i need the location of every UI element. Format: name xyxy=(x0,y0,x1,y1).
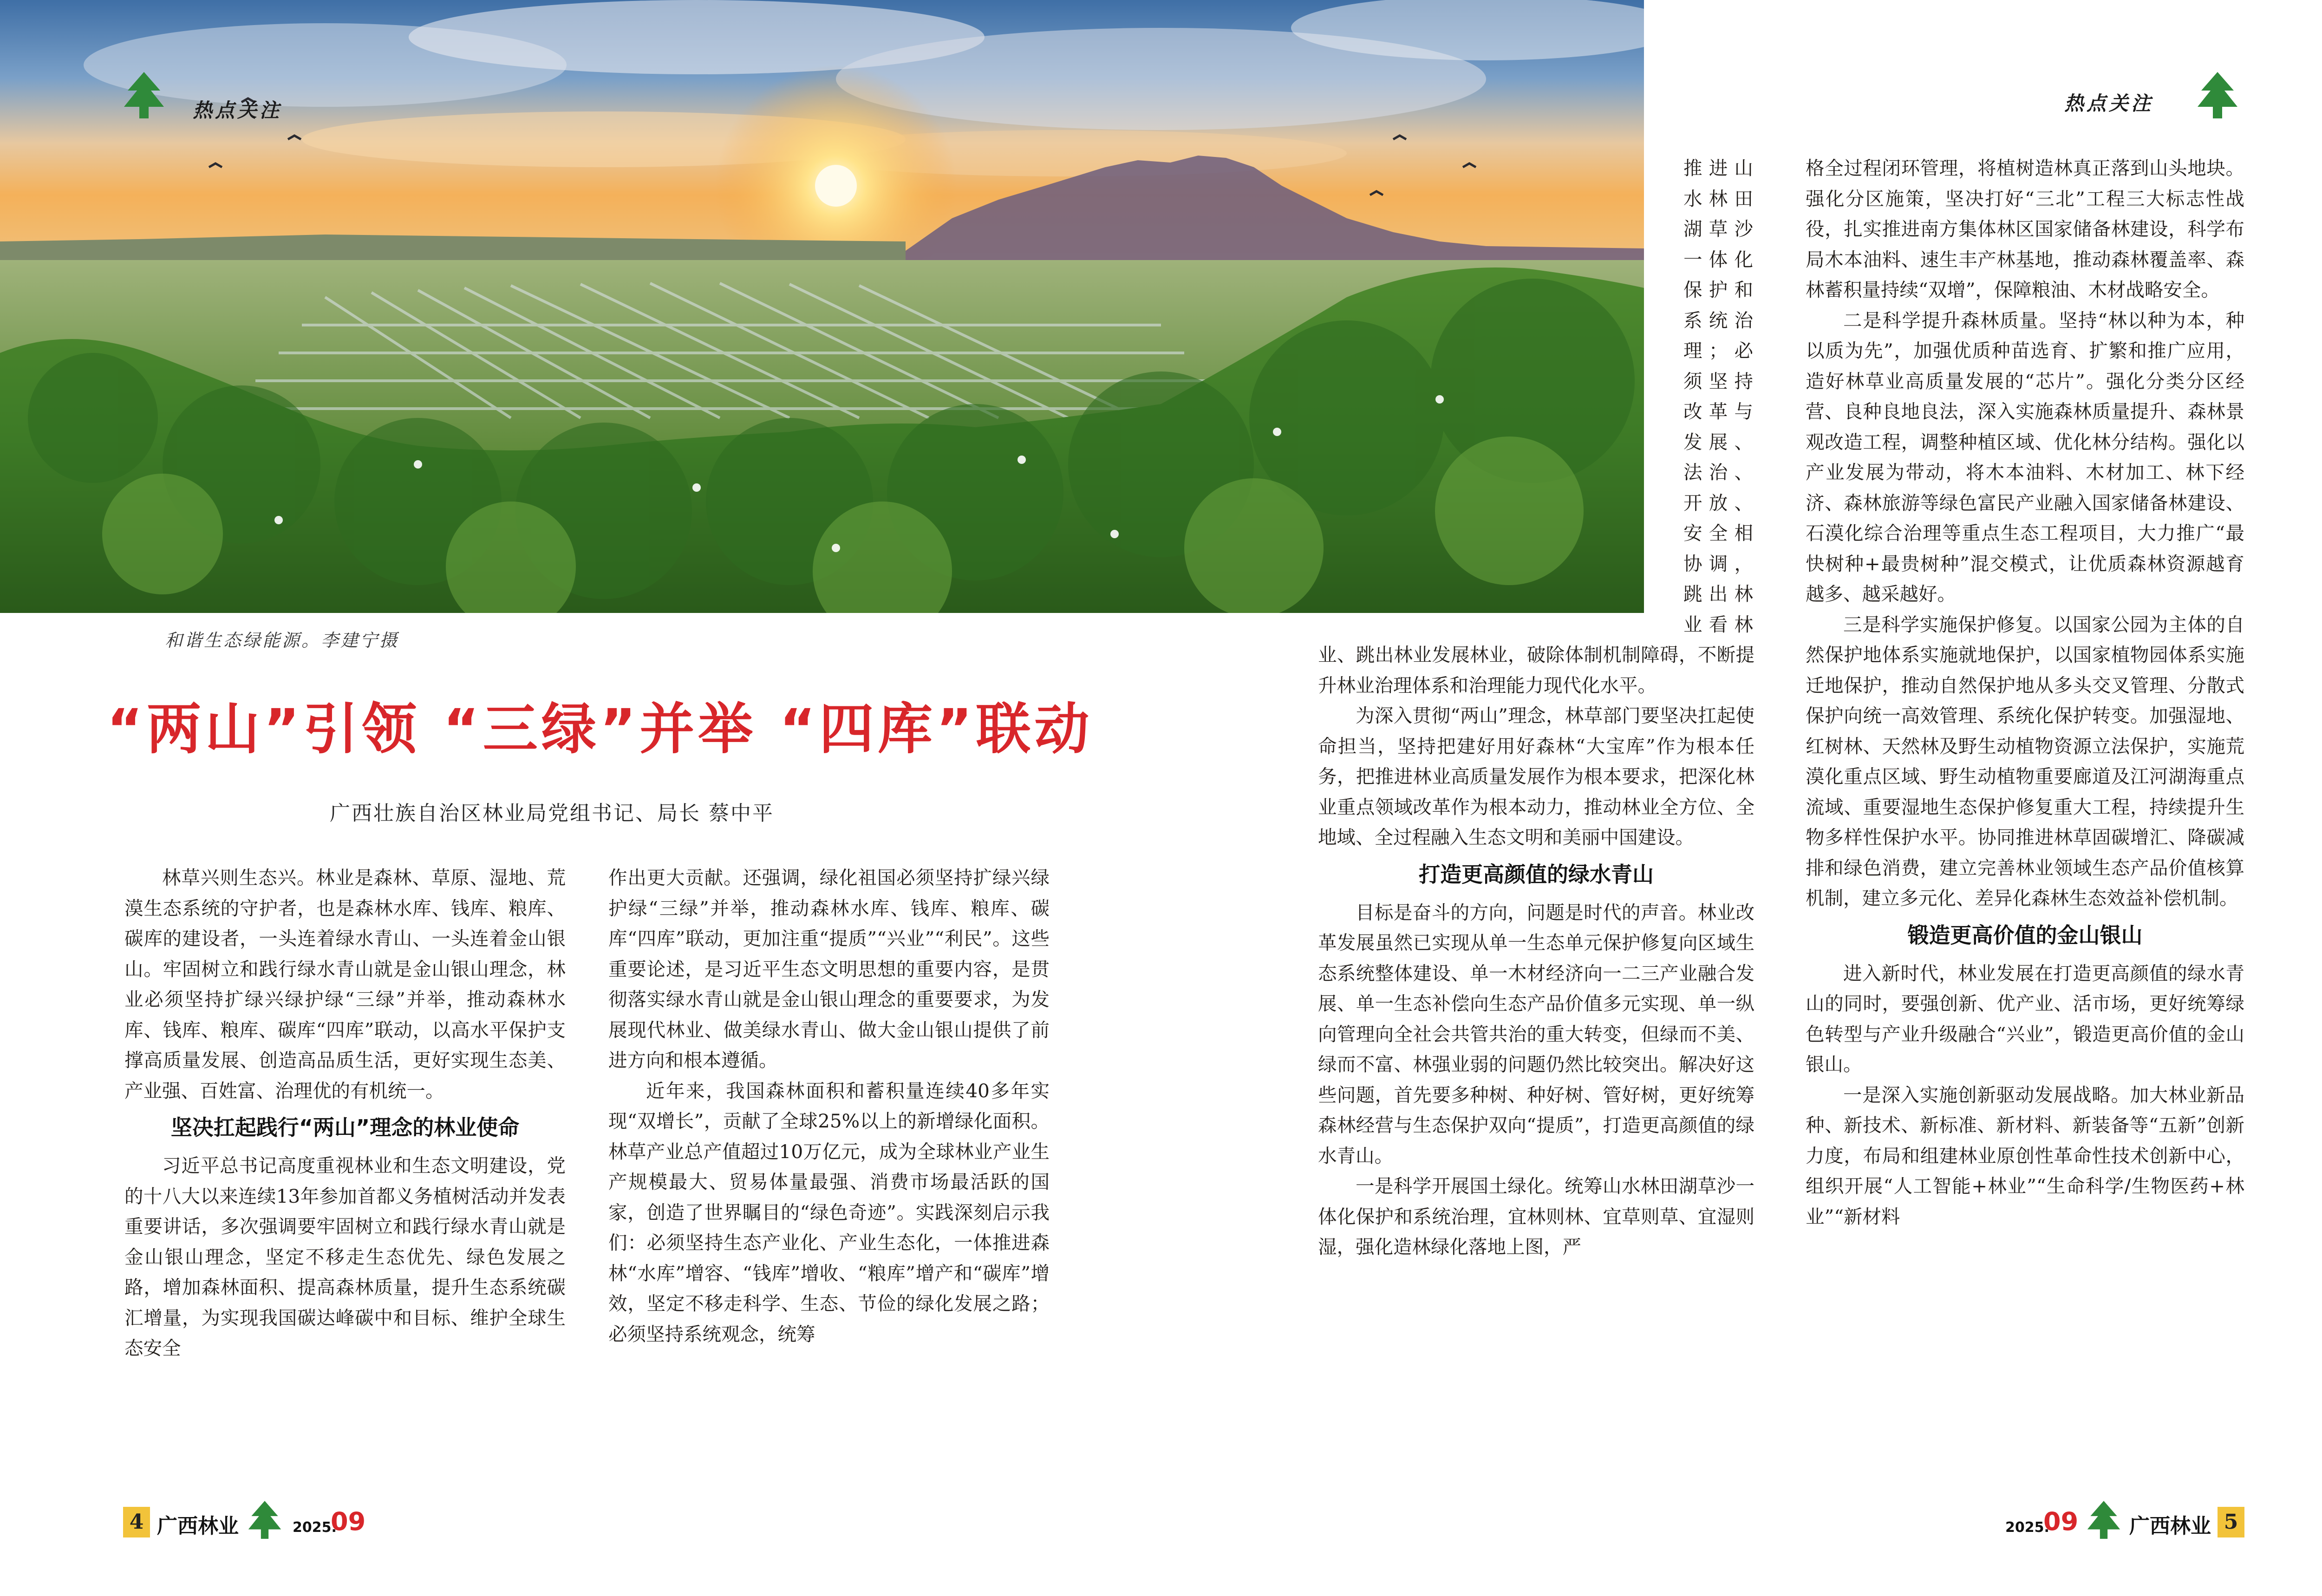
issue-number-right: 09 xyxy=(2043,1507,2079,1536)
column-2 xyxy=(608,863,1050,1349)
paragraph: 三是科学实施保护修复。以国家公园为主体的自然保护地体系实施就地保护，以国家植物园体系实施迁地保护，推动自然保护地从多头交叉管理、分散式保护向统一高效管理、系统化保护转变。加强湿地、红树林、天然林及野生动植物资源立法保护，实施荒漠化重点区域、野生动植物重要廊道及江河湖海重点流域、重要湿地生态保护修复重大工程，持续提升生物多样性保护水平。协同推进林草固碳增汇、降碳减排和绿色消费，建立完善林业领域生态产品价值核算机制，建立多元化、差异化森林生态效益补偿机制。 xyxy=(1806,613,2244,909)
line: 推进山 xyxy=(1683,157,1753,179)
article-author: 广西壮族自治区林业局党组书记、局长 蔡中平 xyxy=(330,801,774,825)
landscape-photo xyxy=(0,0,1644,613)
page-number-left: 4 xyxy=(123,1507,150,1537)
line: 保护和 xyxy=(1683,279,1753,301)
line: 业看林 xyxy=(1683,613,1753,636)
line: 协调， xyxy=(1683,552,1753,575)
paragraph: 二是科学提升森林质量。坚持“林以种为本，种以质为先”，加强优质种苗选育、扩繁和推广应用，造好林草业高质量发展的“芯片”。强化分类分区经营、良种良地良法，深入实施森林质量提升、森林景观改造工程，调整种植区域、优化林分结构。强化以产业发展为带动，将木本油料、木材加工、林下经济、森林旅游等绿色富民产业融入国家储备林建设、石漠化综合治理等重点生态工程项目，大力推广“最快树种+最贵树种”混交模式，让优质森林资源越育越多、越采越好。 xyxy=(1806,309,2244,605)
line: 水林田 xyxy=(1683,187,1753,210)
paragraph: 进入新时代，林业发展在打造更高颜值的绿水青山的同时，要强创新、优产业、活市场，更好统筹绿色转型与产业升级融合“兴业”，锻造更高价值的金山银山。 xyxy=(1806,962,2244,1075)
paragraph: 目标是奋斗的方向，问题是时代的声音。林业改革发展虽然已实现从单一生态单元保护修复向区域生态系统整体建设、单一木材经济向一二三产业融合发展、单一生态补偿向生态产品价值多元实现、单一纵向管理向全社会共管共治的重大转变，但绿而不美、绿而不富、林强业弱的问题仍然比较突出。解决好这些问题，首先要多种树、种好树、管好树，更好统筹森林经营与生态保护双向“提质”，打造更高颜值的绿水青山。 xyxy=(1318,901,1755,1167)
line: 跳出林 xyxy=(1683,583,1753,605)
section-tag-right: 热点关注 xyxy=(2064,92,2154,115)
line: 法治、 xyxy=(1683,461,1753,483)
tree-icon xyxy=(118,70,170,121)
magazine-name-right: 广西林业 xyxy=(2129,1514,2211,1538)
paragraph: 习近平总书记高度重视林业和生态文明建设，党的十八大以来连续13年参加首都义务植树活动并发表重要讲话，多次强调要牢固树立和践行绿水青山就是金山银山理念，坚定不移走生态优先、绿色发展之路，增加森林面积、提高森林质量，提升生态系统碳汇增量，为实现我国碳达峰碳中和目标、维护全球生态安全 xyxy=(124,1154,566,1359)
line: 系统治 xyxy=(1683,309,1753,332)
section-heading: 坚决扛起践行“两山”理念的林业使命 xyxy=(170,1115,520,1140)
paragraph: 一是科学开展国土绿化。统筹山水林田湖草沙一体化保护和系统治理，宜林则林、宜草则草、宜湿则湿，强化造林绿化落地上图，严 xyxy=(1318,1175,1755,1258)
line: 改革与 xyxy=(1683,400,1753,423)
magazine-name-left: 广西林业 xyxy=(157,1514,239,1538)
line: 发展、 xyxy=(1683,430,1753,453)
line: 理；必 xyxy=(1683,339,1753,362)
paragraph: 近年来，我国森林面积和蓄积量连续40多年实现“双增长”，贡献了全球25%以上的新增绿化面积。林草产业总产值超过10万亿元，成为全球林业产业生产规模最大、贸易体量最强、消费市场最活跃的国家，创造了世界瞩目的“绿色奇迹”。实践深刻启示我们：必须坚持生态产业化、产业生态化，一体推进森林“水库”增容、“钱库”增收、“粮库”增产和“碳库”增效，坚定不移走科学、生态、节俭的绿化发展之路；必须坚持系统观念，统筹 xyxy=(608,1079,1050,1345)
column-1 xyxy=(124,863,566,1364)
paragraph: 作出更大贡献。还强调，绿化祖国必须坚持扩绿兴绿护绿“三绿”并举，推动森林水库、钱库、粮库、碳库“四库”联动，更加注重“提质”“兴业”“利民”。这些重要论述，是习近平生态文明思想的重要内容，是贯彻落实绿水青山就是金山银山理念的重要要求，为发展现代林业、做美绿水青山、做大金山银山提供了前进方向和根本遵循。 xyxy=(608,866,1050,1071)
tree-icon xyxy=(2192,70,2243,121)
line: 开放、 xyxy=(1683,491,1753,514)
issue-year-right: 2025. xyxy=(2005,1519,2049,1536)
line: 安全相 xyxy=(1683,522,1753,544)
section-heading: 打造更高颜值的绿水青山 xyxy=(1419,861,1654,887)
issue-year-left: 2025. xyxy=(293,1519,337,1536)
tree-icon xyxy=(244,1499,286,1541)
column-4 xyxy=(1806,153,2244,1232)
line: 湖草沙 xyxy=(1683,218,1753,240)
column-3-narrow xyxy=(1683,153,1753,640)
paragraph: 业、跳出林业发展林业，破除体制机制障碍，不断提升林业治理体系和治理能力现代化水平。 xyxy=(1318,644,1755,697)
section-heading: 锻造更高价值的金山银山 xyxy=(1907,922,2143,948)
paragraph: 林草兴则生态兴。林业是森林、草原、湿地、荒漠生态系统的守护者，也是森林水库、钱库、粮库、碳库的建设者，一头连着绿水青山、一头连着金山银山。牢固树立和践行绿水青山就是金山银山理念，林业必须坚持扩绿兴绿护绿“三绿”并举，推动森林水库、钱库、粮库、碳库“四库”联动，以高水平保护支撑高质量发展、创造高品质生活，更好实现生态美、产业强、百姓富、治理优的有机统一。 xyxy=(124,866,566,1102)
line: 须坚持 xyxy=(1683,370,1753,392)
page-number-right: 5 xyxy=(2218,1507,2244,1537)
paragraph: 一是深入实施创新驱动发展战略。加大林业新品种、新技术、新标准、新材料、新装备等“五新”创新力度，布局和组建林业原创性革命性技术创新中心，组织开展“人工智能+林业”“生命科学/生物医药+林业”“新材料 xyxy=(1806,1083,2244,1228)
paragraph: 格全过程闭环管理，将植树造林真正落到山头地块。强化分区施策，坚决打好“三北”工程三大标志性战役，扎实推进南方集体林区国家储备林建设，科学布局木本油料、速生丰产林基地，推动森林覆盖率、森林蓄积量持续“双增”，保障粮油、木材战略安全。 xyxy=(1806,157,2244,301)
tree-icon xyxy=(2083,1499,2125,1541)
section-tag-left: 热点关注 xyxy=(193,99,282,122)
issue-number-left: 09 xyxy=(331,1507,366,1536)
article-title: “两山”引领 “三绿”并举 “四库”联动 xyxy=(107,697,1093,761)
line: 一体化 xyxy=(1683,248,1753,271)
column-3 xyxy=(1318,640,1755,1263)
photo-caption: 和谐生态绿能源。李建宁摄 xyxy=(165,630,399,651)
paragraph: 为深入贯彻“两山”理念，林草部门要坚决扛起使命担当，坚持把建好用好森林“大宝库”作为根本任务，把推进林业高质量发展作为根本要求，把深化林业重点领域改革作为根本动力，推动林业全方位、全地域、全过程融入生态文明和美丽中国建设。 xyxy=(1318,704,1755,848)
